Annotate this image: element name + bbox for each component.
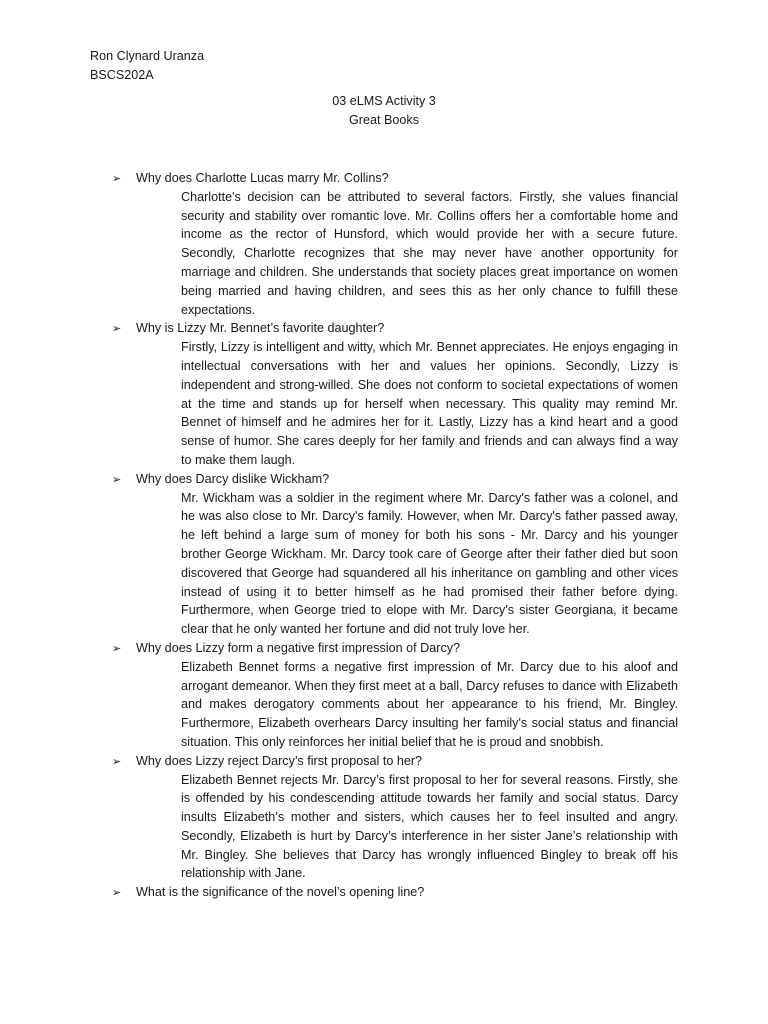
question-text: Why does Charlotte Lucas marry Mr. Collins?	[136, 171, 389, 185]
arrowhead-bullet-icon: ➢	[112, 754, 122, 768]
arrowhead-bullet-icon: ➢	[112, 886, 122, 900]
list-item	[112, 319, 678, 469]
question-text: Why does Lizzy form a negative first impression of Darcy?	[136, 640, 461, 655]
class-section: BSCS202A	[90, 68, 154, 82]
course-title: Great Books	[349, 113, 419, 127]
question-list	[112, 169, 678, 902]
list-item	[112, 169, 678, 319]
list-item	[112, 470, 678, 639]
answer-text: Firstly, Lizzy is intelligent and witty, which Mr. Bennet appreciates. He enjoys engaging in intellectual conversations with her and values her opinions. Secondly, Lizzy is independent and strong-willed. She does not conform to societal expectations of women at the time and stands up for herself when necessary. This quality may remind Mr. Bennet of himself and he admires her for it. Lastly, Lizzy has a kind heart and a good sense of humor. She cares deeply for her family and friends and can always find a way to make them laugh.	[181, 340, 678, 467]
arrowhead-bullet-icon: ➢	[112, 172, 122, 185]
arrowhead-bullet-icon: ➢	[112, 641, 122, 655]
answer-text: Charlotte's decision can be attributed to several factors. Firstly, she values financial security and stability over romantic love. Mr. Collins offers her a comfortable home and income as the rector of Hunsford, which would provide her with a secure future. Secondly, Charlotte recognizes that she may never have another opportunity for marriage and children. She understands that society places great importance on women being married and having children, and sees this as her only chance to fulfill these expectations.	[181, 189, 678, 317]
author-block	[90, 47, 204, 85]
document-title	[0, 92, 768, 130]
answer-text: Mr. Wickham was a soldier in the regiment where Mr. Darcy's father was a colonel, and he was also close to Mr. Darcy's family. However, when Mr. Darcy's father passed away, he left behind a large sum of money for both his sons - Mr. Darcy and his younger brother George Wickham. Mr. Darcy took care of George after their father died but soon discovered that George had squandered all his inheritance on gambling and other vices instead of using it to better himself as he had promised their father before dying. Furthermore, when George tried to elope with Mr. Darcy's sister Georgiana, it became clear that he only wanted her fortune and did not truly love her.	[181, 490, 678, 637]
list-item	[112, 883, 678, 902]
list-item	[112, 639, 678, 752]
activity-title: 03 eLMS Activity 3	[332, 94, 436, 108]
answer-text: Elizabeth Bennet forms a negative first impression of Mr. Darcy due to his aloof and arrogant demeanor. When they first meet at a ball, Darcy refuses to dance with Elizabeth and makes derogatory comments about her appearance to his friend, Mr. Bingley. Furthermore, Elizabeth overhears Darcy insulting her family's social status and financial situation. This only reinforces her initial belief that he is proud and snobbish.	[181, 659, 678, 749]
arrowhead-bullet-icon: ➢	[112, 322, 122, 336]
arrowhead-bullet-icon: ➢	[112, 472, 122, 486]
author-name: Ron Clynard Uranza	[90, 49, 205, 63]
question-text: Why does Darcy dislike Wickham?	[136, 471, 330, 486]
answer-text: Elizabeth Bennet rejects Mr. Darcy’s first proposal to her for several reasons. Firstly, she is offended by his condescending attitude towards her family and social status. Darcy insults Elizabeth’s mother and sisters, which causes her to feel insulted and angry. Secondly, Elizabeth is hurt by Darcy’s interference in her sister Jane’s relationship with Mr. Bingley. She believes that Darcy has wrongly influenced Bingley to break off his relationship with Jane.	[181, 772, 678, 881]
question-text: Why does Lizzy reject Darcy’s first proposal to her?	[136, 753, 423, 768]
list-item	[112, 752, 678, 884]
question-text: Why is Lizzy Mr. Bennet’s favorite daughter?	[136, 321, 385, 336]
question-text: What is the significance of the novel’s opening line?	[136, 885, 425, 900]
